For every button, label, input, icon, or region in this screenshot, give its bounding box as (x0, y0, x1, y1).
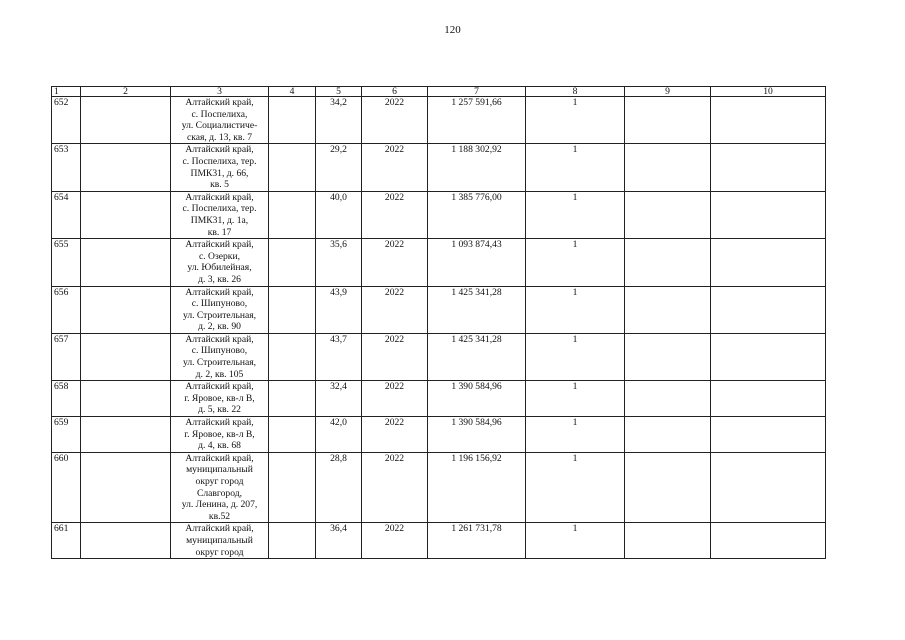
count-cell: 1 (526, 239, 625, 286)
address-line: ул. Социалистиче- (181, 120, 258, 132)
area-cell: 36,4 (316, 523, 362, 559)
year-cell: 2022 (362, 523, 428, 559)
cell-col-2 (81, 144, 171, 191)
year-cell: 2022 (362, 239, 428, 286)
cell-col-9 (625, 523, 711, 559)
apartments-table (51, 86, 826, 559)
year-cell: 2022 (362, 144, 428, 191)
address-line: д. 3, кв. 26 (198, 273, 241, 285)
row-number: 658 (52, 381, 81, 417)
address-cell (171, 417, 269, 453)
price-cell: 1 390 584,96 (428, 417, 526, 453)
cell-col-4 (269, 452, 316, 523)
table-row (52, 523, 826, 559)
col-header-3: 3 (171, 87, 269, 97)
address-line: д. 4, кв. 68 (198, 440, 241, 452)
address-cell (171, 144, 269, 191)
address-cell (171, 452, 269, 523)
address-line: д. 5, кв. 22 (198, 404, 241, 416)
area-cell: 40,0 (316, 191, 362, 238)
cell-col-4 (269, 144, 316, 191)
table-row (52, 191, 826, 238)
address-line: с. Шипуново, (191, 345, 248, 357)
cell-col-10 (711, 417, 826, 453)
cell-col-9 (625, 333, 711, 380)
address-line: с. Шипуново, (191, 298, 248, 310)
price-cell: 1 196 156,92 (428, 452, 526, 523)
cell-col-2 (81, 452, 171, 523)
address-line: ул. Юбилейная, (187, 262, 252, 274)
address-line: ул. Строительная, (182, 309, 257, 321)
cell-col-2 (81, 239, 171, 286)
address-line: Алтайский край, (185, 97, 254, 108)
cell-col-9 (625, 191, 711, 238)
address-cell (171, 239, 269, 286)
price-cell: 1 257 591,66 (428, 97, 526, 144)
cell-col-10 (711, 523, 826, 559)
address-line: Алтайский край, (185, 191, 254, 203)
address-line: Алтайский край, (185, 523, 254, 535)
price-cell: 1 385 776,00 (428, 191, 526, 238)
cell-col-10 (711, 239, 826, 286)
cell-col-2 (81, 381, 171, 417)
row-number: 654 (52, 191, 81, 238)
address-line: ул. Ленина, д. 207, (181, 499, 258, 511)
price-cell: 1 261 731,78 (428, 523, 526, 559)
cell-col-2 (81, 191, 171, 238)
area-cell: 32,4 (316, 381, 362, 417)
year-cell: 2022 (362, 452, 428, 523)
year-cell: 2022 (362, 333, 428, 380)
table-row (52, 144, 826, 191)
address-line: ПМК31, д. 66, (190, 167, 249, 179)
year-cell: 2022 (362, 191, 428, 238)
row-number: 652 (52, 97, 81, 144)
cell-col-4 (269, 381, 316, 417)
cell-col-9 (625, 381, 711, 417)
count-cell: 1 (526, 286, 625, 333)
address-line: муниципальный (186, 534, 253, 546)
year-cell: 2022 (362, 417, 428, 453)
table-row (52, 417, 826, 453)
address-line: д. 2, кв. 105 (195, 368, 244, 380)
cell-col-4 (269, 191, 316, 238)
cell-col-4 (269, 286, 316, 333)
address-line: д. 2, кв. 90 (198, 321, 241, 333)
cell-col-2 (81, 417, 171, 453)
count-cell: 1 (526, 97, 625, 144)
address-line: с. Поспелиха, тер. (182, 203, 257, 215)
cell-col-9 (625, 97, 711, 144)
header-row (52, 87, 826, 97)
address-line: кв.52 (208, 510, 231, 522)
col-header-5: 5 (316, 87, 362, 97)
row-number: 653 (52, 144, 81, 191)
table-row (52, 381, 826, 417)
address-cell (171, 97, 269, 144)
cell-col-4 (269, 523, 316, 559)
address-cell (171, 333, 269, 380)
col-header-1: 1 (52, 87, 81, 97)
col-header-10: 10 (711, 87, 826, 97)
col-header-9: 9 (625, 87, 711, 97)
count-cell: 1 (526, 417, 625, 453)
count-cell: 1 (526, 523, 625, 559)
address-line: г. Яровое, кв-л В, (184, 428, 255, 440)
page-number: 120 (444, 24, 461, 36)
address-line: с. Поспелиха, тер. (182, 155, 257, 167)
address-cell (171, 523, 269, 559)
count-cell: 1 (526, 144, 625, 191)
area-cell: 29,2 (316, 144, 362, 191)
address-cell (171, 381, 269, 417)
count-cell: 1 (526, 333, 625, 380)
address-cell (171, 286, 269, 333)
cell-col-2 (81, 286, 171, 333)
row-number: 661 (52, 523, 81, 559)
cell-col-10 (711, 381, 826, 417)
cell-col-9 (625, 239, 711, 286)
cell-col-10 (711, 191, 826, 238)
col-header-6: 6 (362, 87, 428, 97)
cell-col-4 (269, 239, 316, 286)
cell-col-9 (625, 452, 711, 523)
row-number: 657 (52, 333, 81, 380)
row-number: 656 (52, 286, 81, 333)
cell-col-2 (81, 333, 171, 380)
table-row (52, 333, 826, 380)
address-line: Алтайский край, (185, 144, 254, 156)
cell-col-9 (625, 144, 711, 191)
row-number: 659 (52, 417, 81, 453)
cell-col-9 (625, 286, 711, 333)
cell-col-9 (625, 417, 711, 453)
address-line: с. Поспелиха, (191, 108, 248, 120)
row-number: 660 (52, 452, 81, 523)
cell-col-4 (269, 417, 316, 453)
address-line: Алтайский край, (185, 333, 254, 345)
address-line: кв. 17 (207, 226, 232, 238)
cell-col-10 (711, 333, 826, 380)
address-line: муниципальный (186, 464, 253, 476)
table-row (52, 286, 826, 333)
address-line: Алтайский край, (185, 286, 254, 298)
year-cell: 2022 (362, 286, 428, 333)
cell-col-10 (711, 452, 826, 523)
count-cell: 1 (526, 452, 625, 523)
area-cell: 42,0 (316, 417, 362, 453)
address-line: с. Озерки, (198, 250, 241, 262)
area-cell: 35,6 (316, 239, 362, 286)
year-cell: 2022 (362, 381, 428, 417)
address-line: ул. Строительная, (182, 357, 257, 369)
table-row (52, 97, 826, 144)
col-header-2: 2 (81, 87, 171, 97)
cell-col-2 (81, 97, 171, 144)
col-header-4: 4 (269, 87, 316, 97)
cell-col-4 (269, 97, 316, 144)
address-line: г. Яровое, кв-л В, (184, 392, 255, 404)
address-line: округ город (195, 476, 244, 487)
price-cell: 1 425 341,28 (428, 286, 526, 333)
cell-col-10 (711, 286, 826, 333)
address-line: округ город (195, 546, 244, 558)
table-row (52, 239, 826, 286)
price-cell: 1 093 874,43 (428, 239, 526, 286)
year-cell: 2022 (362, 97, 428, 144)
count-cell: 1 (526, 381, 625, 417)
address-line: Алтайский край, (185, 239, 254, 251)
price-cell: 1 425 341,28 (428, 333, 526, 380)
table-row (52, 452, 826, 523)
price-cell: 1 188 302,92 (428, 144, 526, 191)
area-cell: 34,2 (316, 97, 362, 144)
cell-col-10 (711, 144, 826, 191)
address-line: Алтайский край, (185, 417, 254, 429)
area-cell: 43,9 (316, 286, 362, 333)
address-line: кв. 5 (210, 179, 229, 191)
address-cell (171, 191, 269, 238)
address-line: Алтайский край, (185, 452, 254, 464)
row-number: 655 (52, 239, 81, 286)
cell-col-2 (81, 523, 171, 559)
count-cell: 1 (526, 191, 625, 238)
address-line: ская, д. 13, кв. 7 (186, 131, 253, 143)
price-cell: 1 390 584,96 (428, 381, 526, 417)
address-line: Славгород, (196, 487, 243, 499)
cell-col-10 (711, 97, 826, 144)
address-line: ПМК31, д. 1а, (190, 214, 249, 226)
col-header-7: 7 (428, 87, 526, 97)
address-line: Алтайский край, (185, 381, 254, 393)
area-cell: 28,8 (316, 452, 362, 523)
col-header-8: 8 (526, 87, 625, 97)
cell-col-4 (269, 333, 316, 380)
area-cell: 43,7 (316, 333, 362, 380)
